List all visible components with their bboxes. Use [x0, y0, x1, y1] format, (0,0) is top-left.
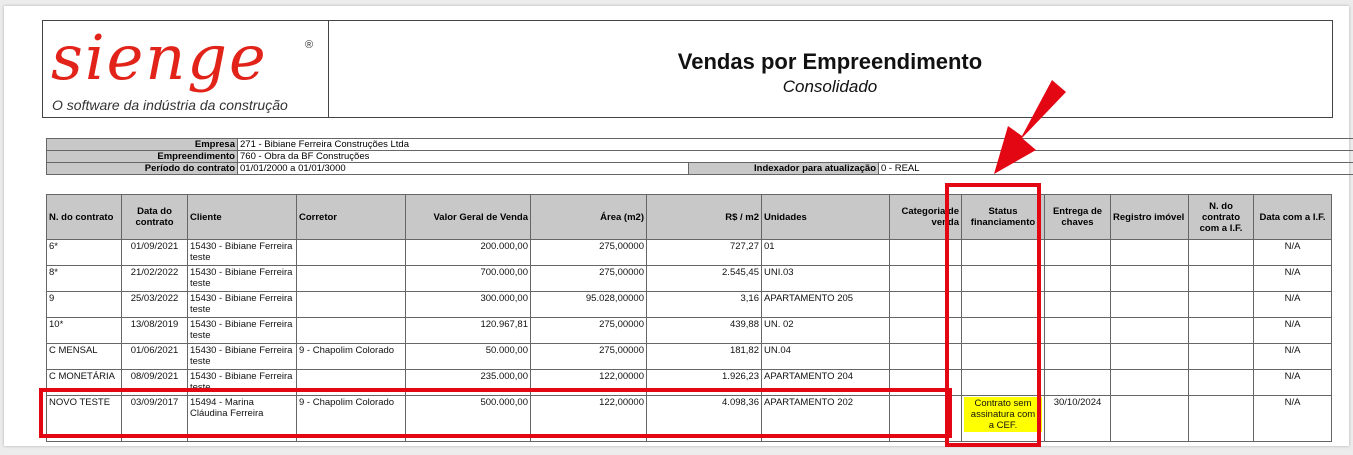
- cell-entrega: 30/10/2024: [1045, 396, 1111, 442]
- cell-unidade: UN.04: [762, 344, 890, 370]
- cell-unidade: UNI.03: [762, 266, 890, 292]
- cell-rs-m2: 181,82: [647, 344, 762, 370]
- cell-data: 21/02/2022: [122, 266, 188, 292]
- col-header-cliente: Cliente: [188, 195, 297, 240]
- cell-data-if: N/A: [1254, 318, 1332, 344]
- cell-data: 25/03/2022: [122, 292, 188, 318]
- cell-corretor: [297, 318, 406, 344]
- cell-n-if: [1189, 240, 1254, 266]
- cell-contrato: 6*: [47, 240, 122, 266]
- cell-data-if: N/A: [1254, 370, 1332, 396]
- filter-label-empresa: Empresa: [47, 139, 238, 151]
- cell-valor: 500.000,00: [406, 396, 531, 442]
- cell-entrega: [1045, 292, 1111, 318]
- cell-corretor: 9 - Chapolim Colorado: [297, 396, 406, 442]
- filter-value-empresa: 271 - Bibiane Ferreira Construções Ltda: [238, 139, 1353, 151]
- report-page: [4, 6, 1349, 446]
- cell-entrega: [1045, 266, 1111, 292]
- logo-tagline: O software da indústria da construção: [52, 97, 288, 113]
- cell-entrega: [1045, 240, 1111, 266]
- cell-area: 122,00000: [531, 396, 647, 442]
- cell-contrato: C MENSAL: [47, 344, 122, 370]
- cell-area: 275,00000: [531, 240, 647, 266]
- col-header-categoria: Categoria de venda: [890, 195, 962, 240]
- cell-contrato: 8*: [47, 266, 122, 292]
- cell-n-if: [1189, 396, 1254, 442]
- col-header-unidades: Unidades: [762, 195, 890, 240]
- filter-value-empreendimento: 760 - Obra da BF Construções: [238, 151, 1353, 163]
- cell-unidade: APARTAMENTO 205: [762, 292, 890, 318]
- col-header-status: Status financiamento: [962, 195, 1045, 240]
- logo-wordmark: sienge: [51, 21, 268, 94]
- cell-area: 275,00000: [531, 318, 647, 344]
- table-row: [47, 240, 1332, 266]
- cell-valor: 300.000,00: [406, 292, 531, 318]
- table-row: [47, 318, 1332, 344]
- cell-unidade: APARTAMENTO 202: [762, 396, 890, 442]
- report-subtitle: Consolidado: [782, 77, 878, 96]
- cell-contrato: C MONETÁRIA: [47, 370, 122, 396]
- col-header-n-contrato-if: N. do contrato com a I.F.: [1189, 195, 1254, 240]
- cell-rs-m2: 727,27: [647, 240, 762, 266]
- col-header-corretor: Corretor: [297, 195, 406, 240]
- cell-unidade: APARTAMENTO 204: [762, 370, 890, 396]
- cell-registro: [1111, 318, 1189, 344]
- col-header-rs-m2: R$ / m2: [647, 195, 762, 240]
- cell-valor: 200.000,00: [406, 240, 531, 266]
- cell-entrega: [1045, 344, 1111, 370]
- cell-contrato: NOVO TESTE: [47, 396, 122, 442]
- annotation-arrow-icon: [990, 78, 1070, 178]
- cell-data: 03/09/2017: [122, 396, 188, 442]
- col-header-entrega: Entrega de chaves: [1045, 195, 1111, 240]
- cell-n-if: [1189, 344, 1254, 370]
- cell-corretor: 9 - Chapolim Colorado: [297, 344, 406, 370]
- cell-rs-m2: 2.545,45: [647, 266, 762, 292]
- cell-data: 08/09/2021: [122, 370, 188, 396]
- col-header-data-if: Data com a I.F.: [1254, 195, 1332, 240]
- cell-corretor: [297, 266, 406, 292]
- cell-cliente: 15430 - Bibiane Ferreira teste: [188, 266, 297, 292]
- cell-data-if: N/A: [1254, 266, 1332, 292]
- cell-rs-m2: 1.926,23: [647, 370, 762, 396]
- cell-registro: [1111, 344, 1189, 370]
- cell-contrato: 10*: [47, 318, 122, 344]
- cell-area: 95.028,00000: [531, 292, 647, 318]
- cell-registro: [1111, 266, 1189, 292]
- cell-entrega: [1045, 370, 1111, 396]
- filter-value-periodo: 01/01/2000 a 01/01/3000: [238, 163, 689, 175]
- cell-cliente: 15430 - Bibiane Ferreira teste: [188, 370, 297, 396]
- cell-cliente: 15430 - Bibiane Ferreira teste: [188, 318, 297, 344]
- col-header-registro: Registro imóvel: [1111, 195, 1189, 240]
- table-row: [47, 292, 1332, 318]
- cell-corretor: [297, 292, 406, 318]
- cell-area: 275,00000: [531, 266, 647, 292]
- cell-cliente: 15430 - Bibiane Ferreira teste: [188, 292, 297, 318]
- cell-cliente: 15430 - Bibiane Ferreira teste: [188, 240, 297, 266]
- cell-valor: 235.000,00: [406, 370, 531, 396]
- cell-data: 01/06/2021: [122, 344, 188, 370]
- table-header-row: [47, 195, 1332, 240]
- logo-registered-mark: ®: [305, 39, 314, 51]
- filter-label-empreendimento: Empreendimento: [47, 151, 238, 163]
- cell-n-if: [1189, 370, 1254, 396]
- cell-valor: 50.000,00: [406, 344, 531, 370]
- cell-unidade: UN. 02: [762, 318, 890, 344]
- cell-rs-m2: 439,88: [647, 318, 762, 344]
- cell-unidade: 01: [762, 240, 890, 266]
- cell-corretor: [297, 240, 406, 266]
- cell-cliente: 15430 - Bibiane Ferreira teste: [188, 344, 297, 370]
- cell-registro: [1111, 370, 1189, 396]
- cell-data-if: N/A: [1254, 292, 1332, 318]
- annotation-status-column-box: [945, 183, 1041, 447]
- table-row: [47, 344, 1332, 370]
- filter-summary: [46, 138, 1353, 175]
- filter-label-periodo: Período do contrato: [47, 163, 238, 175]
- cell-contrato: 9: [47, 292, 122, 318]
- cell-registro: [1111, 292, 1189, 318]
- col-header-data-contrato: Data do contrato: [122, 195, 188, 240]
- report-header: [42, 20, 1333, 118]
- filter-value-indexador: 0 - REAL: [879, 163, 1353, 175]
- cell-rs-m2: 3,16: [647, 292, 762, 318]
- cell-registro: [1111, 396, 1189, 442]
- cell-rs-m2: 4.098,36: [647, 396, 762, 442]
- col-header-n-contrato: N. do contrato: [47, 195, 122, 240]
- cell-area: 122,00000: [531, 370, 647, 396]
- status-highlight-badge: Contrato sem assinatura com a CEF.: [964, 397, 1042, 432]
- col-header-area: Área (m2): [531, 195, 647, 240]
- cell-area: 275,00000: [531, 344, 647, 370]
- cell-data: 01/09/2021: [122, 240, 188, 266]
- filter-label-indexador: Indexador para atualização: [689, 163, 879, 175]
- annotation-row-box: [39, 388, 952, 438]
- cell-valor: 120.967,81: [406, 318, 531, 344]
- cell-n-if: [1189, 318, 1254, 344]
- report-title: Vendas por Empreendimento: [677, 49, 983, 74]
- col-header-valor: Valor Geral de Venda: [406, 195, 531, 240]
- cell-valor: 700.000,00: [406, 266, 531, 292]
- cell-n-if: [1189, 266, 1254, 292]
- cell-cliente: 15494 - Marina Cláudina Ferreira: [188, 396, 297, 442]
- cell-data-if: N/A: [1254, 344, 1332, 370]
- sienge-logo: [43, 21, 329, 117]
- cell-registro: [1111, 240, 1189, 266]
- cell-data: 13/08/2019: [122, 318, 188, 344]
- cell-data-if: N/A: [1254, 396, 1332, 442]
- cell-data-if: N/A: [1254, 240, 1332, 266]
- cell-entrega: [1045, 318, 1111, 344]
- cell-n-if: [1189, 292, 1254, 318]
- table-row: [47, 266, 1332, 292]
